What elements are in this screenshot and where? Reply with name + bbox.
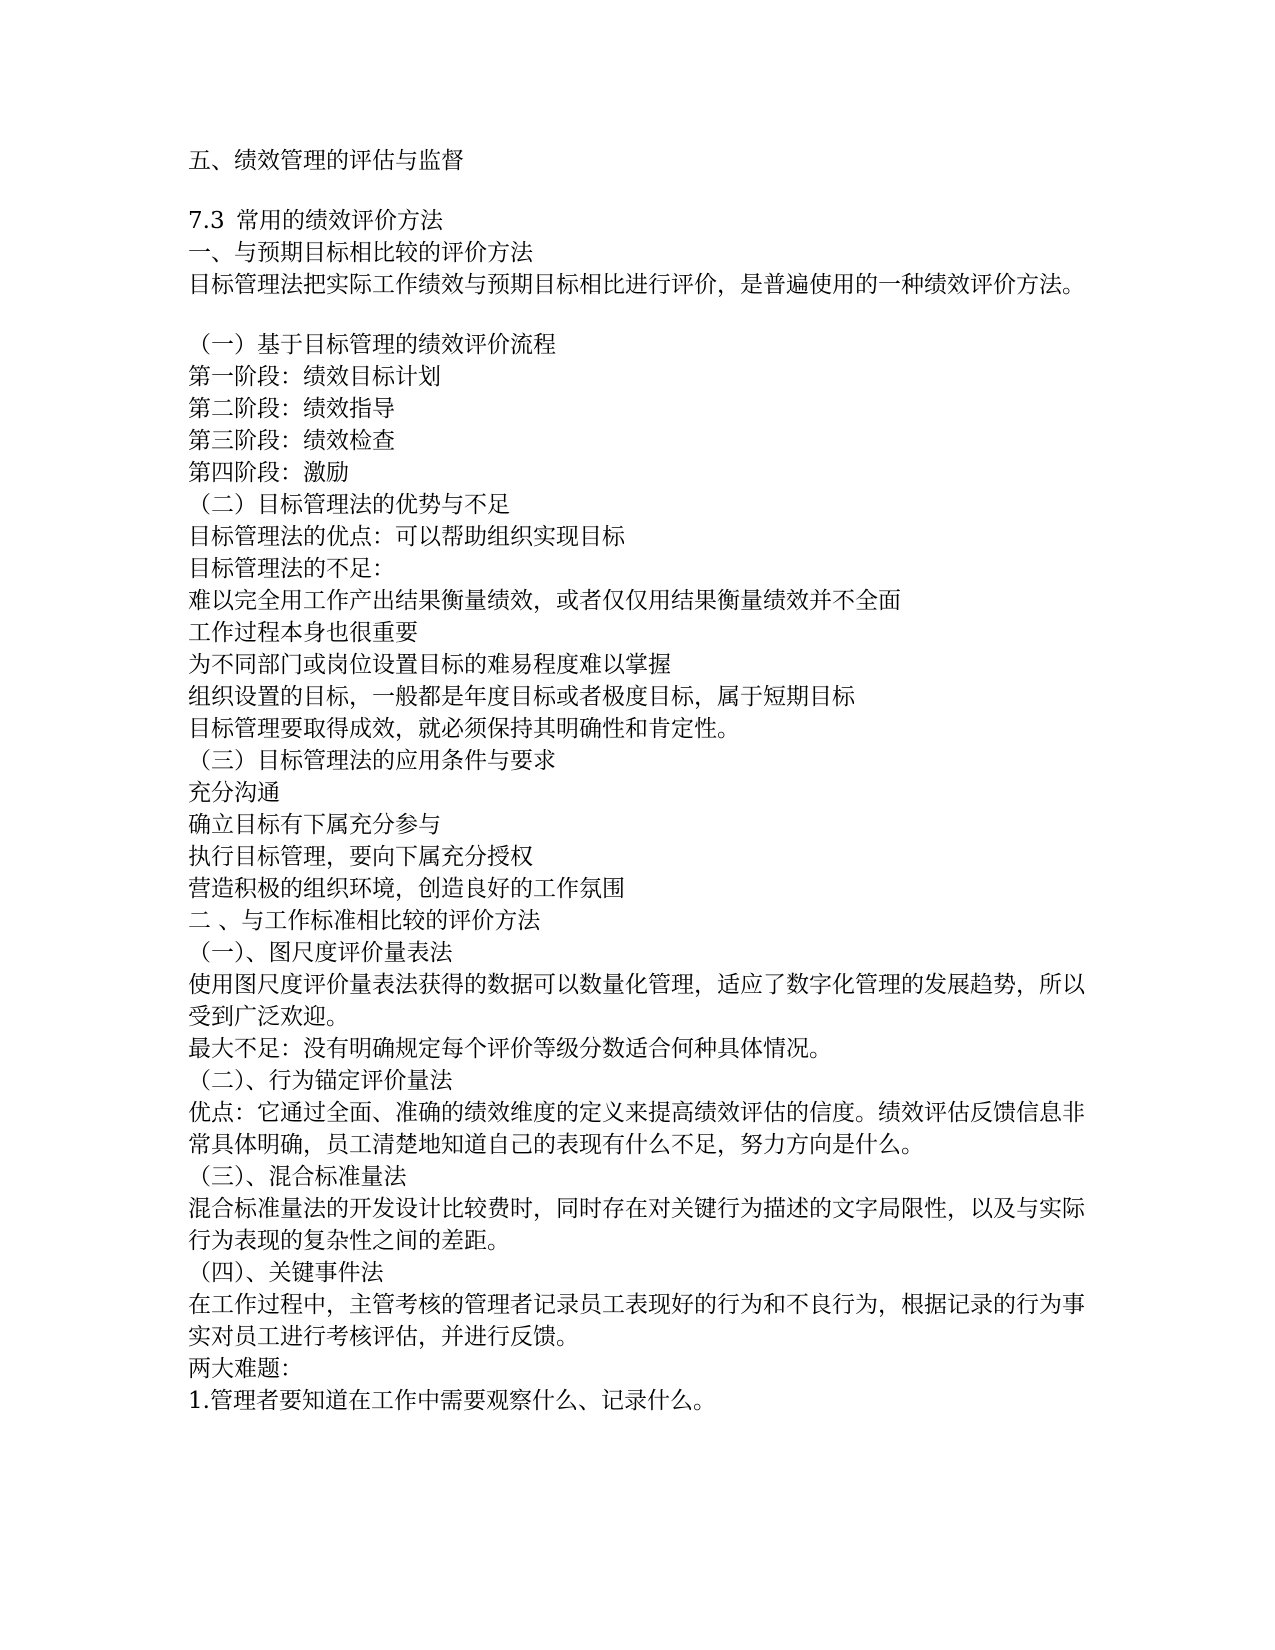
list-item: 目标管理要取得成效，就必须保持其明确性和肯定性。 xyxy=(188,716,740,742)
text-line: 最大不足：没有明确规定每个评价等级分数适合何种具体情况。 xyxy=(188,1036,832,1062)
list-item: 第一阶段：绩效目标计划 xyxy=(188,364,441,390)
subsection-heading: （三）目标管理法的应用条件与要求 xyxy=(188,748,556,774)
section-heading: 五、绩效管理的评估与监督 xyxy=(188,148,464,174)
subsection-heading: （四）、关键事件法 xyxy=(188,1260,384,1286)
list-item: 第四阶段：激励 xyxy=(188,460,349,486)
part-heading: 一、与预期目标相比较的评价方法 xyxy=(188,240,533,266)
list-item: 营造积极的组织环境，创造良好的工作氛围 xyxy=(188,876,625,902)
list-item: 组织设置的目标，一般都是年度目标或者极度目标，属于短期目标 xyxy=(188,684,855,710)
chapter-title: 常用的绩效评价方法 xyxy=(236,208,443,234)
subsection-heading: （一）、图尺度评价量表法 xyxy=(188,940,453,966)
chapter-heading xyxy=(188,205,1088,237)
list-item: 执行目标管理，要向下属充分授权 xyxy=(188,844,533,870)
document-page xyxy=(188,145,1088,1417)
list-item: 1.管理者要知道在工作中需要观察什么、记录什么。 xyxy=(188,1388,716,1414)
subsection-heading: （一）基于目标管理的绩效评价流程 xyxy=(188,332,556,358)
text-line: 目标管理法的不足： xyxy=(188,556,395,582)
text-line: 两大难题： xyxy=(188,1356,303,1382)
paragraph: 在工作过程中，主管考核的管理者记录员工表现好的行为和不良行为，根据记录的行为事实对员工进行考核评估，并进行反馈。 xyxy=(188,1292,1085,1350)
paragraph: 优点：它通过全面、准确的绩效维度的定义来提高绩效评估的信度。绩效评估反馈信息非常具体明确，员工清楚地知道自己的表现有什么不足，努力方向是什么。 xyxy=(188,1100,1085,1158)
list-item: 第三阶段：绩效检查 xyxy=(188,428,395,454)
part-heading: 二 、与工作标准相比较的评价方法 xyxy=(188,908,541,934)
chapter-number: 7.3 xyxy=(188,208,225,234)
list-item: 难以完全用工作产出结果衡量绩效，或者仅仅用结果衡量绩效并不全面 xyxy=(188,588,901,614)
subsection-heading: （二）目标管理法的优势与不足 xyxy=(188,492,510,518)
list-item: 工作过程本身也很重要 xyxy=(188,620,418,646)
list-item: 确立目标有下属充分参与 xyxy=(188,812,441,838)
subsection-heading: （二）、行为锚定评价量法 xyxy=(188,1068,453,1094)
paragraph: 目标管理法把实际工作绩效与预期目标相比进行评价，是普遍使用的一种绩效评价方法。 xyxy=(188,272,1085,298)
paragraph: 混合标准量法的开发设计比较费时，同时存在对关键行为描述的文字局限性，以及与实际行为表现的复杂性之间的差距。 xyxy=(188,1196,1085,1254)
subsection-heading: （三）、混合标准量法 xyxy=(188,1164,407,1190)
list-item: 为不同部门或岗位设置目标的难易程度难以掌握 xyxy=(188,652,671,678)
paragraph: 使用图尺度评价量表法获得的数据可以数量化管理，适应了数字化管理的发展趋势，所以受到广泛欢迎。 xyxy=(188,972,1085,1030)
text-line: 目标管理法的优点：可以帮助组织实现目标 xyxy=(188,524,625,550)
list-item: 第二阶段：绩效指导 xyxy=(188,396,395,422)
list-item: 充分沟通 xyxy=(188,780,280,806)
